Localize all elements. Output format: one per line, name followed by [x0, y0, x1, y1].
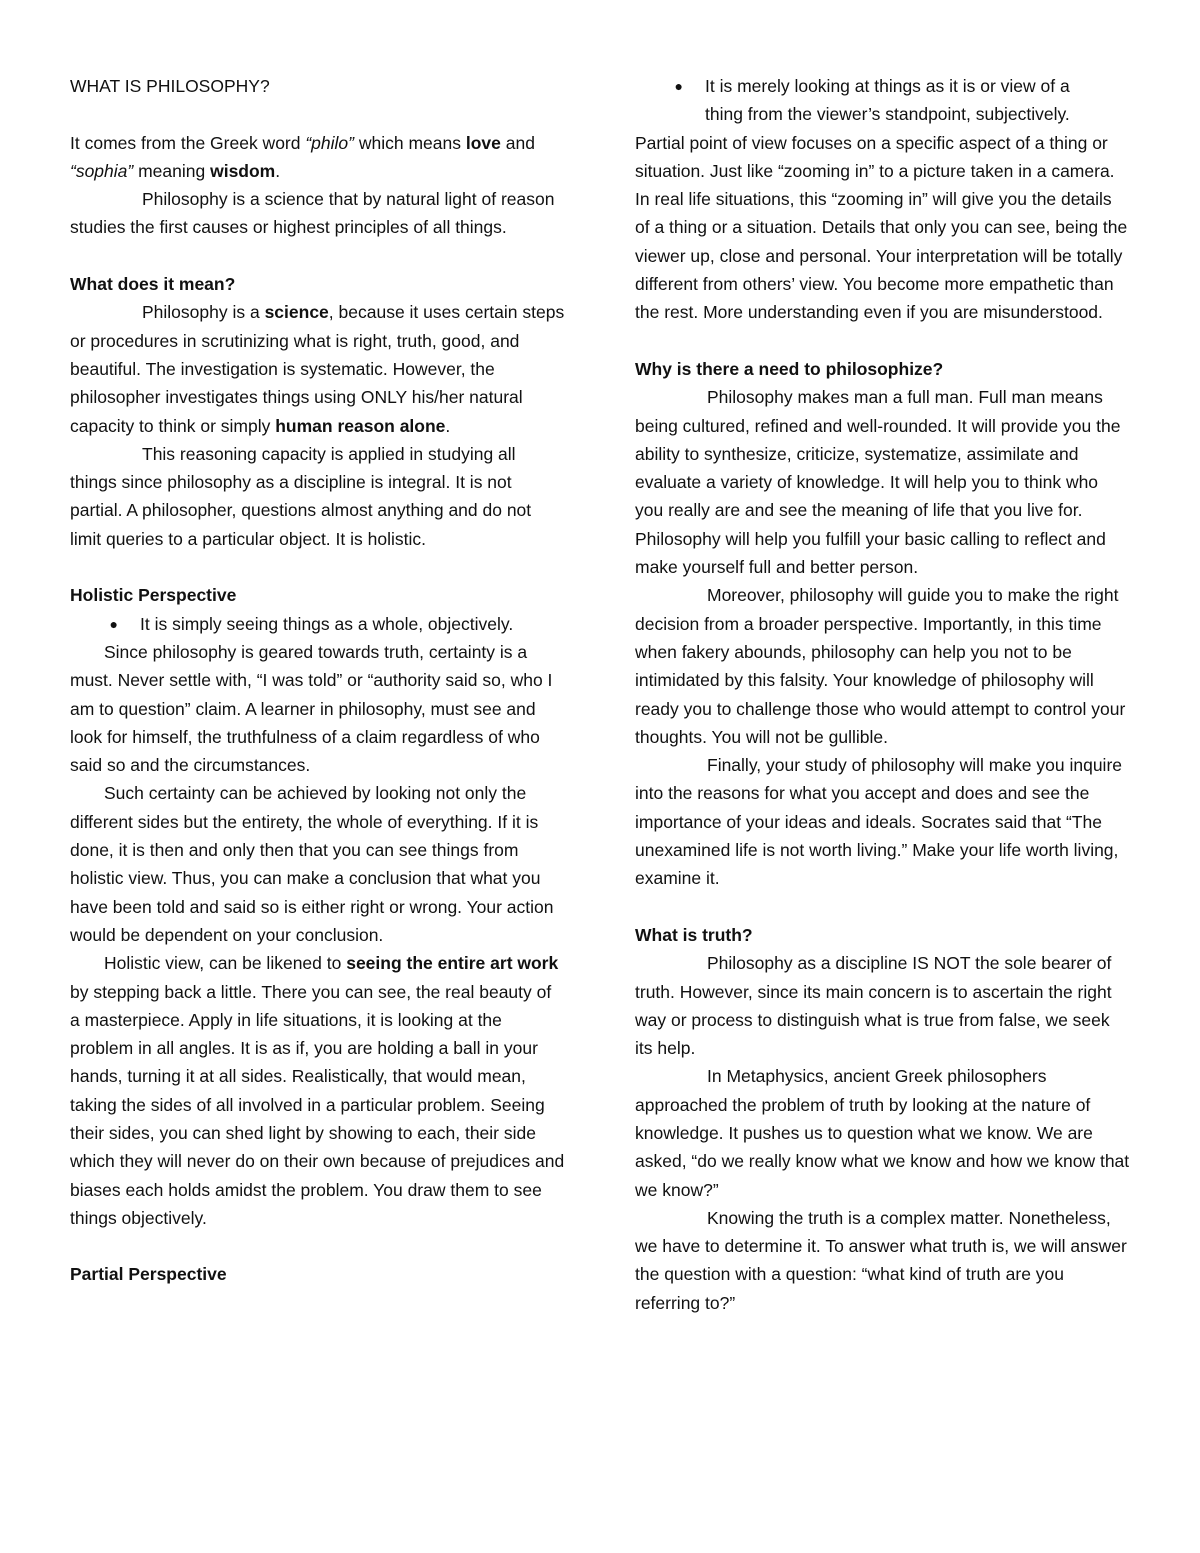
partial-bullet-continuation: thing from the viewer’s standpoint, subjectively. [705, 104, 1070, 125]
intro-text: meaning [133, 160, 211, 181]
holistic-bullet-text: It is simply seeing things as a whole, objectively. [140, 613, 514, 634]
need-paragraph-2: Moreover, philosophy will guide you to make the right decision from a broader perspective. Importantly, in this time when fakery abounds, philosophy can help you not to be intimidated by this falsity. Your knowledge of philosophy will ready you to challenge those who would attempt to control your thoughts. You will not be gullible. [635, 585, 1126, 747]
holistic-heading: Holistic Perspective [70, 585, 237, 606]
holistic-paragraph-1: Since philosophy is geared towards truth, certainty is a must. Never settle with, “I was told” or “authority said so, who I am to question” claim. A learner in philosophy, must see and look for himself, the truthfulness of a claim regardless of who said so and the circumstances. [70, 641, 553, 776]
meaning-text: . [445, 415, 451, 436]
definition-paragraph: Philosophy is a science that by natural light of reason studies the first causes or highest principles of all things. [70, 189, 555, 238]
meaning-heading: What does it mean? [70, 274, 236, 295]
term-wisdom: wisdom [210, 160, 276, 181]
truth-heading: What is truth? [635, 924, 753, 945]
intro-paragraph [70, 129, 565, 186]
partial-paragraph: Partial point of view focuses on a specific aspect of a thing or situation. Just like “zooming in” to a picture taken in a camera. In real life situations, this “zooming in” will give you the details of a thing or a situation. Details that only you can see, being the viewer up, close and personal. Your interpretation will be totally different from others’ view. You become more empathetic than the rest. More understanding even if you are misunderstood. [635, 132, 1128, 323]
term-science: science [264, 302, 329, 323]
term-entire-art-work: seeing the entire art work [346, 953, 559, 974]
meaning-text: , because it uses certain steps or procedures in scrutinizing what is right, truth, good, and beautiful. The investigation is systematic. However, the philosopher investigates things using ONLY his/her natural capacity to think or simply [70, 302, 565, 436]
partial-bullet-text: It is merely looking at things as it is or view of a [705, 76, 1070, 96]
holistic-paragraph-3 [70, 949, 565, 1232]
truth-paragraph-3: Knowing the truth is a complex matter. Nonetheless, we have to determine it. To answer what truth is, we will answer the question with a question: “what kind of truth are you referring to?” [635, 1207, 1127, 1313]
intro-text: which means [354, 132, 466, 153]
holistic-bullet [70, 610, 565, 638]
intro-text: and [500, 132, 535, 153]
truth-paragraph-1: Philosophy as a discipline IS NOT the sole bearer of truth. However, since its main concern is to ascertain the right way or process to distinguish what is true from false, we seek its help. [635, 953, 1112, 1059]
partial-bullet [635, 72, 1130, 100]
need-paragraph-3: Finally, your study of philosophy will make you inquire into the reasons for what you accept and does and see the importance of your ideas and ideals. Socrates said that “The unexamined life is not worth living.” Make your life worth living, examine it. [635, 755, 1123, 889]
need-paragraph-1: Philosophy makes man a full man. Full man means being cultured, refined and well-rounded. It will provide you the ability to synthesize, criticize, systematize, assimilate and evaluate a variety of knowledge. It will help you to think who you really are and see the meaning of life that you live for. Philosophy will help you fulfill your basic calling to reflect and make yourself full and better person. [635, 387, 1121, 578]
partial-heading: Partial Perspective [70, 1264, 227, 1285]
left-column [70, 72, 565, 1289]
bullet-dot-icon: ● [109, 615, 118, 632]
holistic-paragraph-2: Such certainty can be achieved by looking not only the different sides but the entirety, the whole of everything. If it is done, it is then and only then that you can see things from holistic view. Thus, you can make a conclusion that what you have been told and said so is either right or wrong. Your action would be dependent on your conclusion. [70, 783, 554, 945]
bullet-dot-icon: ● [674, 78, 683, 94]
term-sophia: “sophia” [70, 160, 134, 181]
meaning-paragraph-1 [70, 298, 565, 439]
meaning-text: Philosophy is a [142, 302, 265, 323]
need-heading: Why is there a need to philosophize? [635, 358, 944, 379]
meaning-paragraph-2: This reasoning capacity is applied in studying all things since philosophy as a discipline is integral. It is not partial. A philosopher, questions almost anything and do not limit queries to a particular object. It is holistic. [70, 443, 532, 549]
intro-text: . [275, 160, 281, 181]
page-title: WHAT IS PHILOSOPHY? [70, 76, 270, 96]
term-philo: “philo” [305, 132, 354, 153]
holistic-text: Holistic view, can be likened to [104, 953, 347, 974]
truth-paragraph-2: In Metaphysics, ancient Greek philosophers approached the problem of truth by looking at the nature of knowledge. It pushes us to question what we know. We are asked, “do we really know what we know and how we know that we know?” [635, 1066, 1130, 1200]
holistic-text: by stepping back a little. There you can see, the real beauty of a masterpiece. Apply in life situations, it is looking at the problem in all angles. It is as if, you are holding a ball in your hands, turning it at all sides. Realistically, that would mean, taking the sides of all involved in a particular problem. Seeing their sides, you can shed light by showing to each, their side which they will never do on their own because of prejudices and biases each holds amidst the problem. You draw them to see things objectively. [70, 981, 565, 1228]
right-column [635, 72, 1130, 1317]
term-human-reason: human reason alone [275, 415, 446, 436]
intro-text: It comes from the Greek word [70, 132, 306, 153]
term-love: love [465, 132, 501, 153]
